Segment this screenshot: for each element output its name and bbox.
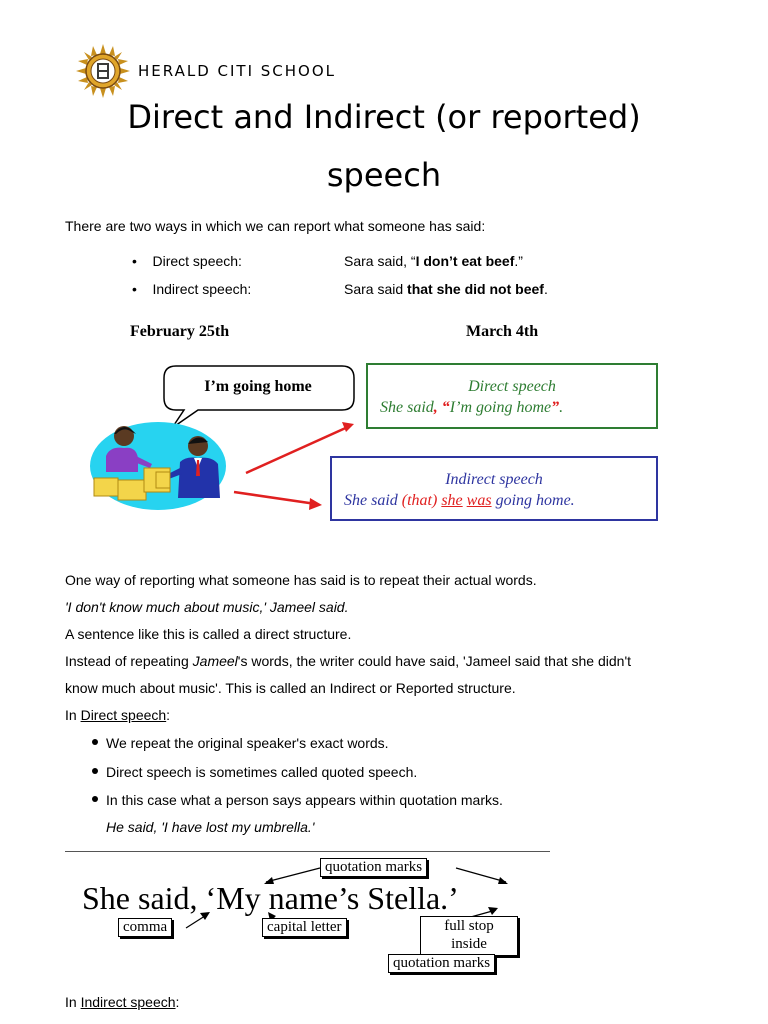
indirect-speech-link[interactable]: Indirect speech (80, 994, 176, 1010)
body-line-5: know much about music'. This is called an Indirect or Reported structure. (65, 680, 516, 696)
indirect-speech-box (330, 456, 658, 521)
direct-speech-heading: Direct speech (468, 378, 556, 395)
direct-speech-example: She said, “I’m going home”. (380, 399, 564, 416)
direct-speech-box (366, 363, 658, 429)
date-right: March 4th (466, 323, 539, 340)
label-full-stop-line2: inside (451, 936, 487, 952)
body-line-3: A sentence like this is called a direct structure. (65, 626, 352, 642)
date-left: February 25th (130, 323, 230, 340)
indirect-speech-heading: Indirect speech (445, 471, 543, 488)
page-title-line2: speech (326, 156, 442, 194)
body-line-1: One way of reporting what someone has said is to repeat their actual words. (65, 572, 537, 588)
direct-point-1: We repeat the original speaker's exact words. (92, 735, 389, 751)
direct-speech-heading-line: In Direct speech: (65, 707, 171, 723)
direct-point-2: Direct speech is sometimes called quoted speech. (92, 764, 417, 780)
direct-point-3: In this case what a person says appears within quotation marks. (92, 792, 503, 808)
bubble-text: I’m going home (204, 378, 312, 395)
label-quotation-marks-bottom: quotation marks (388, 954, 495, 973)
bullet-direct-label: • Direct speech: (132, 253, 242, 269)
school-name: HERALD CITI SCHOOL (138, 62, 337, 80)
diagram-sentence: She said, ‘My name’s Stella.’ (82, 880, 459, 916)
bullet-indirect-example: Sara said that she did not beef. (344, 281, 548, 297)
direct-speech-link[interactable]: Direct speech (80, 707, 167, 723)
label-full-stop-line1: full stop (444, 918, 494, 934)
label-comma: comma (118, 918, 172, 937)
indirect-speech-example: She said (that) she was going home. (344, 492, 575, 509)
label-full-stop-box (420, 916, 518, 956)
body-line-4: Instead of repeating Jameel's words, the writer could have said, 'Jameel said that she didn't (65, 653, 632, 669)
speech-bubble (164, 366, 354, 428)
label-quotation-marks-top: quotation marks (320, 858, 427, 877)
school-crest-icon (76, 44, 130, 98)
direct-example: He said, 'I have lost my umbrella.' (106, 819, 315, 835)
page-title: Direct and Indirect (or reported) (127, 98, 641, 136)
arrow-to-indirect (234, 492, 316, 504)
woman-body (106, 448, 138, 472)
intro-text: There are two ways in which we can report what someone has said: (65, 218, 486, 234)
label-capital-letter: capital letter (262, 918, 347, 937)
bullet-direct-example: Sara said, “I don’t eat beef.” (344, 253, 523, 269)
divider (65, 851, 550, 852)
bullet-indirect-label: • Indirect speech: (132, 281, 252, 297)
body-line-2: 'I don't know much about music,' Jameel said. (65, 599, 349, 615)
indirect-speech-heading-line: In Indirect speech: (65, 994, 180, 1010)
